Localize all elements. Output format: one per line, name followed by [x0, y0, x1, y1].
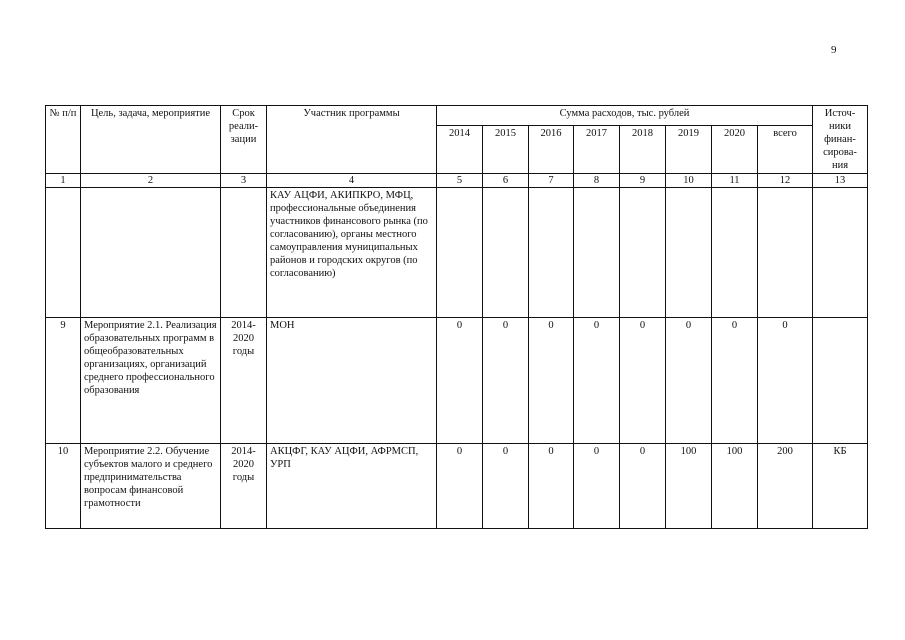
row-term: 2014-2020 годы — [221, 444, 267, 529]
header-year: 2019 — [666, 126, 712, 174]
column-number: 4 — [267, 174, 437, 188]
column-number: 13 — [813, 174, 868, 188]
row-value: 100 — [712, 444, 758, 529]
header-year: 2015 — [483, 126, 529, 174]
header-participant: Участник программы — [267, 106, 437, 174]
header-term: Срок реали-зации — [221, 106, 267, 174]
header-total: всего — [758, 126, 813, 174]
row-num: 9 — [46, 318, 81, 444]
table-row — [46, 318, 868, 444]
header-year: 2020 — [712, 126, 758, 174]
header-source: Источ-ники финан-сирова-ния — [813, 106, 868, 174]
header-year: 2016 — [529, 126, 574, 174]
column-number: 8 — [574, 174, 620, 188]
row-total: 0 — [758, 318, 813, 444]
column-number: 3 — [221, 174, 267, 188]
row-source: КБ — [813, 444, 868, 529]
row-total — [758, 188, 813, 318]
row-participant: КАУ АЦФИ, АКИПКРО, МФЦ, профессиональные объединения участников финансового рынка (по согласованию), органы местного самоуправления муниципальных районов и городских округов (по согласованию) — [267, 188, 437, 318]
row-value — [620, 188, 666, 318]
header-num: № п/п — [46, 106, 81, 174]
budget-table — [45, 105, 868, 529]
row-value: 0 — [483, 444, 529, 529]
row-value: 0 — [437, 444, 483, 529]
row-value: 0 — [437, 318, 483, 444]
row-term — [221, 188, 267, 318]
row-goal: Мероприятие 2.2. Обучение субъектов малого и среднего предпринимательства вопросам финансовой грамотности — [81, 444, 221, 529]
column-number: 1 — [46, 174, 81, 188]
row-value — [666, 188, 712, 318]
row-source — [813, 188, 868, 318]
row-source — [813, 318, 868, 444]
row-value: 0 — [529, 318, 574, 444]
row-value: 0 — [666, 318, 712, 444]
row-value — [437, 188, 483, 318]
row-term: 2014-2020 годы — [221, 318, 267, 444]
row-value: 0 — [620, 444, 666, 529]
column-number-row — [46, 174, 868, 188]
row-num: 10 — [46, 444, 81, 529]
column-number: 6 — [483, 174, 529, 188]
row-goal — [81, 188, 221, 318]
row-participant: МОН — [267, 318, 437, 444]
header-year: 2018 — [620, 126, 666, 174]
header-goal: Цель, задача, мероприятие — [81, 106, 221, 174]
row-num — [46, 188, 81, 318]
header-row-1 — [46, 106, 868, 126]
row-value: 0 — [574, 444, 620, 529]
column-number: 5 — [437, 174, 483, 188]
row-value: 0 — [712, 318, 758, 444]
row-value: 0 — [620, 318, 666, 444]
page-number: 9 — [831, 44, 837, 56]
row-value: 100 — [666, 444, 712, 529]
row-goal: Мероприятие 2.1. Реализация образовательных программ в общеобразовательных организациях, организаций среднего профессионального образования — [81, 318, 221, 444]
row-value: 0 — [529, 444, 574, 529]
row-participant: АКЦФГ, КАУ АЦФИ, АФРМСП, УРП — [267, 444, 437, 529]
header-sum: Сумма расходов, тыс. рублей — [437, 106, 813, 126]
column-number: 11 — [712, 174, 758, 188]
row-value — [712, 188, 758, 318]
row-value: 0 — [574, 318, 620, 444]
header-year: 2014 — [437, 126, 483, 174]
row-value: 0 — [483, 318, 529, 444]
column-number: 2 — [81, 174, 221, 188]
row-total: 200 — [758, 444, 813, 529]
row-value — [529, 188, 574, 318]
column-number: 10 — [666, 174, 712, 188]
column-number: 12 — [758, 174, 813, 188]
row-value — [574, 188, 620, 318]
column-number: 7 — [529, 174, 574, 188]
table-row — [46, 444, 868, 529]
row-value — [483, 188, 529, 318]
table-row — [46, 188, 868, 318]
column-number: 9 — [620, 174, 666, 188]
header-year: 2017 — [574, 126, 620, 174]
